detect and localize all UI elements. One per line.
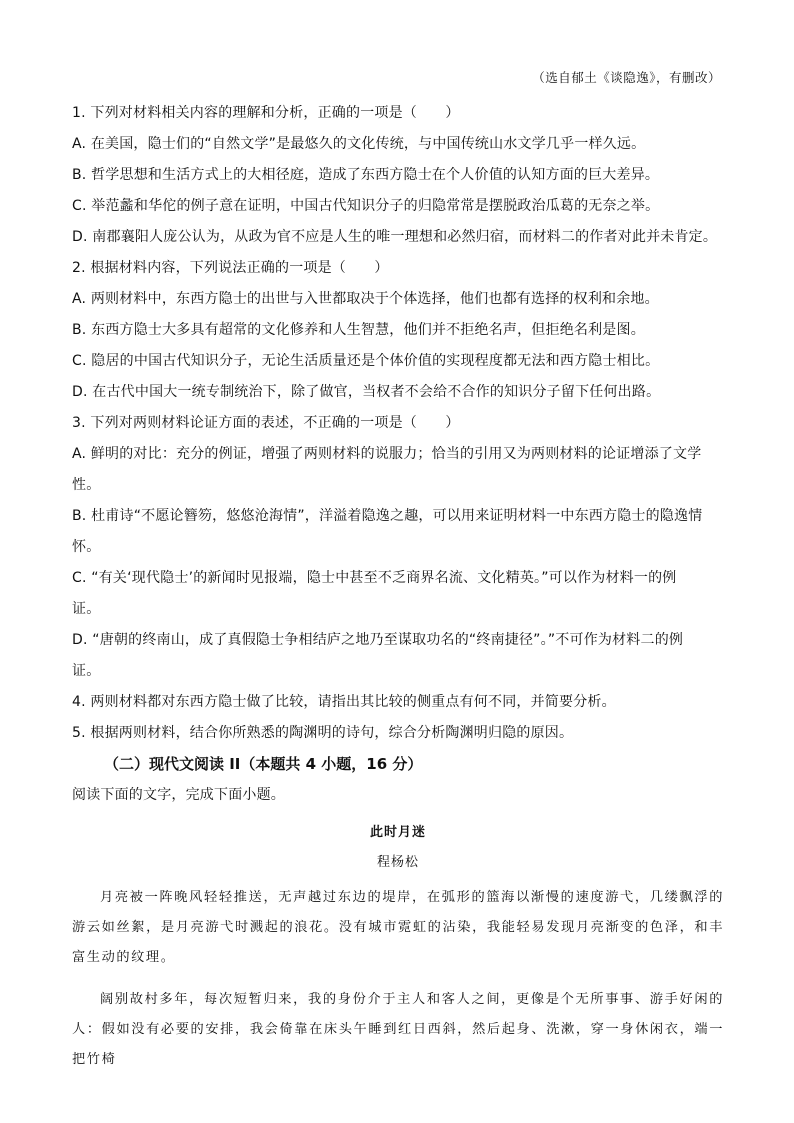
section-heading: （二）现代文阅读 II（本题共 4 小题，16 分） bbox=[104, 755, 423, 773]
question-3-option-c-line-2: 证。 bbox=[72, 601, 101, 617]
question-2-stem: 2. 根据材料内容，下列说法正确的一项是（ ） bbox=[72, 260, 389, 276]
question-1-option-a: A. 在美国，隐士们的“自然文学”是最悠久的文化传统，与中国传统山水文学几乎一样久远。 bbox=[72, 136, 646, 152]
question-3-option-b-line-2: 怀。 bbox=[72, 539, 101, 555]
question-2-option-d: D. 在古代中国大一统专制统治下，除了做官，当权者不会给不合作的知识分子留下任何出路。 bbox=[72, 384, 661, 400]
question-2-option-c: C. 隐居的中国古代知识分子，无论生活质量还是个体价值的实现程度都无法和西方隐士相比。 bbox=[72, 353, 660, 369]
question-3-option-c-line-1: C. “有关‘现代隐士’的新闻时见报端，隐士中甚至不乏商界名流、文化精英。”可以作为材料一的例 bbox=[72, 570, 677, 586]
source-note: （选自郁土《谈隐逸》，有删改） bbox=[532, 70, 721, 85]
question-3-option-b-line-1: B. 杜甫诗“不愿论簪笏，悠悠沧海情”，洋溢着隐逸之趣，可以用来证明材料一中东西方隐士的隐逸情 bbox=[72, 508, 703, 524]
question-5-stem: 5. 根据两则材料，结合你所熟悉的陶渊明的诗句，综合分析陶渊明归隐的原因。 bbox=[72, 725, 574, 741]
essay-author: 程杨松 bbox=[376, 855, 419, 870]
question-1-option-c: C. 举范蠡和华佗的例子意在证明，中国古代知识分子的归隐常常是摆脱政治瓜葛的无奈之举。 bbox=[72, 198, 660, 214]
essay-title: 此时月迷 bbox=[369, 825, 426, 840]
question-3-option-d-line-2: 证。 bbox=[72, 663, 101, 679]
document-content bbox=[72, 98, 724, 1075]
essay-paragraph-1: 月亮被一阵晚风轻轻推送，无声越过东边的堤岸，在弧形的篮海以渐慢的速度游弋，几缕飘浮的游云如丝絮，是月亮游弋时溅起的浪花。没有城市霓虹的沾染，我能轻易发现月亮渐变的色泽，和丰富生动的纹理。 bbox=[72, 890, 724, 965]
question-4-stem: 4. 两则材料都对东西方隐士做了比较，请指出其比较的侧重点有何不同，并简要分析。 bbox=[72, 694, 616, 710]
question-3-option-a-line-1: A. 鲜明的对比：充分的例证，增强了两则材料的说服力；恰当的引用又为两则材料的论证增添了文学 bbox=[72, 446, 702, 462]
essay-paragraph-2: 阔别故村多年，每次短暂归来，我的身份介于主人和客人之间，更像是个无所事事、游手好闲的人：假如没有必要的安排，我会倚靠在床头午睡到红日西斜，然后起身、洗漱，穿一身休闲衣，端一把竹椅 bbox=[72, 992, 724, 1067]
question-1-option-d: D. 南郡襄阳人庞公认为，从政为官不应是人生的唯一理想和必然归宿，而材料二的作者对此并未肯定。 bbox=[72, 229, 718, 245]
question-2-option-a: A. 两则材料中，东西方隐士的出世与入世都取决于个体选择，他们也都有选择的权利和余地。 bbox=[72, 291, 659, 307]
question-3-option-d-line-1: D. “唐朝的终南山，成了真假隐士争相结庐之地乃至谋取功名的“终南捷径”。”不可作为材料二的例 bbox=[72, 632, 684, 648]
question-1-stem: 1. 下列对材料相关内容的理解和分析，正确的一项是（ ） bbox=[72, 105, 460, 121]
question-3-option-a-line-2: 性。 bbox=[72, 477, 101, 493]
question-3-stem: 3. 下列对两则材料论证方面的表述，不正确的一项是（ ） bbox=[72, 415, 460, 431]
section-instruction: 阅读下面的文字，完成下面小题。 bbox=[72, 787, 285, 803]
question-1-option-b: B. 哲学思想和生活方式上的大相径庭，造成了东西方隐士在个人价值的认知方面的巨大差异。 bbox=[72, 167, 660, 183]
question-2-option-b: B. 东西方隐士大多具有超常的文化修养和人生智慧，他们并不拒绝名声，但拒绝名利是图。 bbox=[72, 322, 645, 338]
